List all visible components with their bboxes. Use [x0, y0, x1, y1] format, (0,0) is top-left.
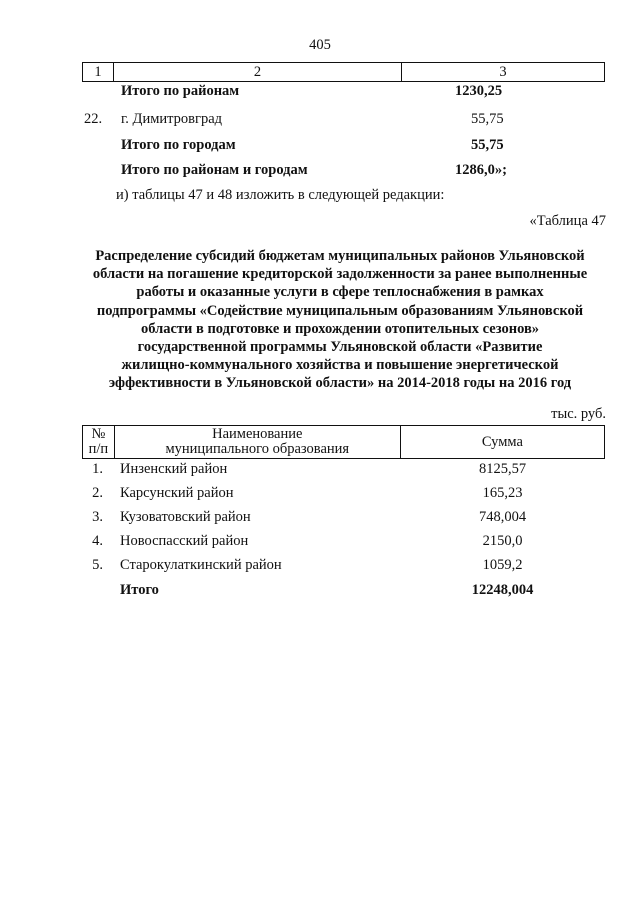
- table-label: «Таблица 47: [529, 213, 606, 229]
- row-sum: 748,004: [478, 509, 527, 525]
- instruction-text: и) таблицы 47 и 48 изложить в следующей редакции:: [116, 187, 445, 203]
- title-line: эффективности в Ульяновской области» на 2014-2018 годы на 2016 год: [108, 375, 572, 392]
- header-number-line1: №: [91, 426, 106, 442]
- summary-row-cities-value: 55,75: [471, 137, 504, 153]
- summary-row-districts-value: 1230,25: [455, 83, 503, 99]
- header-cell-1: 1: [94, 64, 102, 80]
- total-label: Итого: [120, 582, 159, 598]
- table-row: [82, 458, 605, 480]
- row-name: Новоспасский район: [120, 533, 249, 549]
- title-line: жилищно-коммунального хозяйства и повышение энергетической: [121, 357, 559, 374]
- row-number: 3.: [92, 509, 103, 525]
- table-row: [82, 530, 605, 552]
- row-sum: 8125,57: [478, 461, 527, 477]
- header-cell-2: 2: [253, 64, 262, 80]
- summary-row-districts-label: Итого по районам: [121, 83, 240, 99]
- title-line: области на погашение кредиторской задолженности за ранее выполненные: [92, 266, 588, 283]
- row-number: 1.: [92, 461, 103, 477]
- row-number: 4.: [92, 533, 103, 549]
- document-title: [70, 247, 610, 393]
- table-row: [82, 482, 605, 504]
- row-name: Старокулаткинский район: [120, 557, 282, 573]
- total-sum: 12248,004: [471, 582, 534, 598]
- row-22-number: 22.: [84, 111, 103, 127]
- row-name: Карсунский район: [120, 485, 234, 501]
- header-name: [114, 426, 400, 459]
- row-sum: 1059,2: [482, 557, 523, 573]
- continued-table-header: [82, 62, 605, 82]
- header-number: [83, 426, 115, 459]
- table-row: [82, 554, 605, 576]
- row-name: Инзенский район: [120, 461, 228, 477]
- title-line: области в подготовке и прохождении отопительных сезонов»: [140, 320, 540, 337]
- title-line: работы и оказанные услуги в сфере теплоснабжения в рамках: [136, 284, 544, 301]
- summary-row-total-label: Итого по районам и городам: [121, 162, 308, 178]
- header-sum: Сумма: [400, 426, 604, 459]
- title-line: государственной программы Ульяновской области «Развитие: [137, 339, 543, 356]
- units-label: тыс. руб.: [551, 406, 606, 422]
- header-cell-3: 3: [499, 64, 507, 80]
- subsidy-table-header: [82, 425, 605, 459]
- table-row: [82, 506, 605, 528]
- header-name-line1: Наименование: [212, 426, 303, 442]
- title-line: подпрограммы «Содействие муниципальным образованиям Ульяновской: [96, 302, 584, 319]
- summary-row-total-value: 1286,0»;: [455, 162, 507, 178]
- row-22-name: г. Димитровград: [121, 111, 223, 127]
- header-name-line2: муниципального образования: [165, 441, 350, 457]
- summary-row-cities-label: Итого по городам: [121, 137, 236, 153]
- row-number: 5.: [92, 557, 103, 573]
- header-number-line2: п/п: [88, 441, 109, 457]
- table-total-row: [82, 579, 605, 601]
- row-number: 2.: [92, 485, 103, 501]
- row-sum: 2150,0: [482, 533, 523, 549]
- row-name: Кузоватовский район: [120, 509, 251, 525]
- title-line: Распределение субсидий бюджетам муниципальных районов Ульяновской: [95, 248, 585, 264]
- page-number: 405: [309, 37, 331, 53]
- row-sum: 165,23: [482, 485, 523, 501]
- row-22-value: 55,75: [471, 111, 504, 127]
